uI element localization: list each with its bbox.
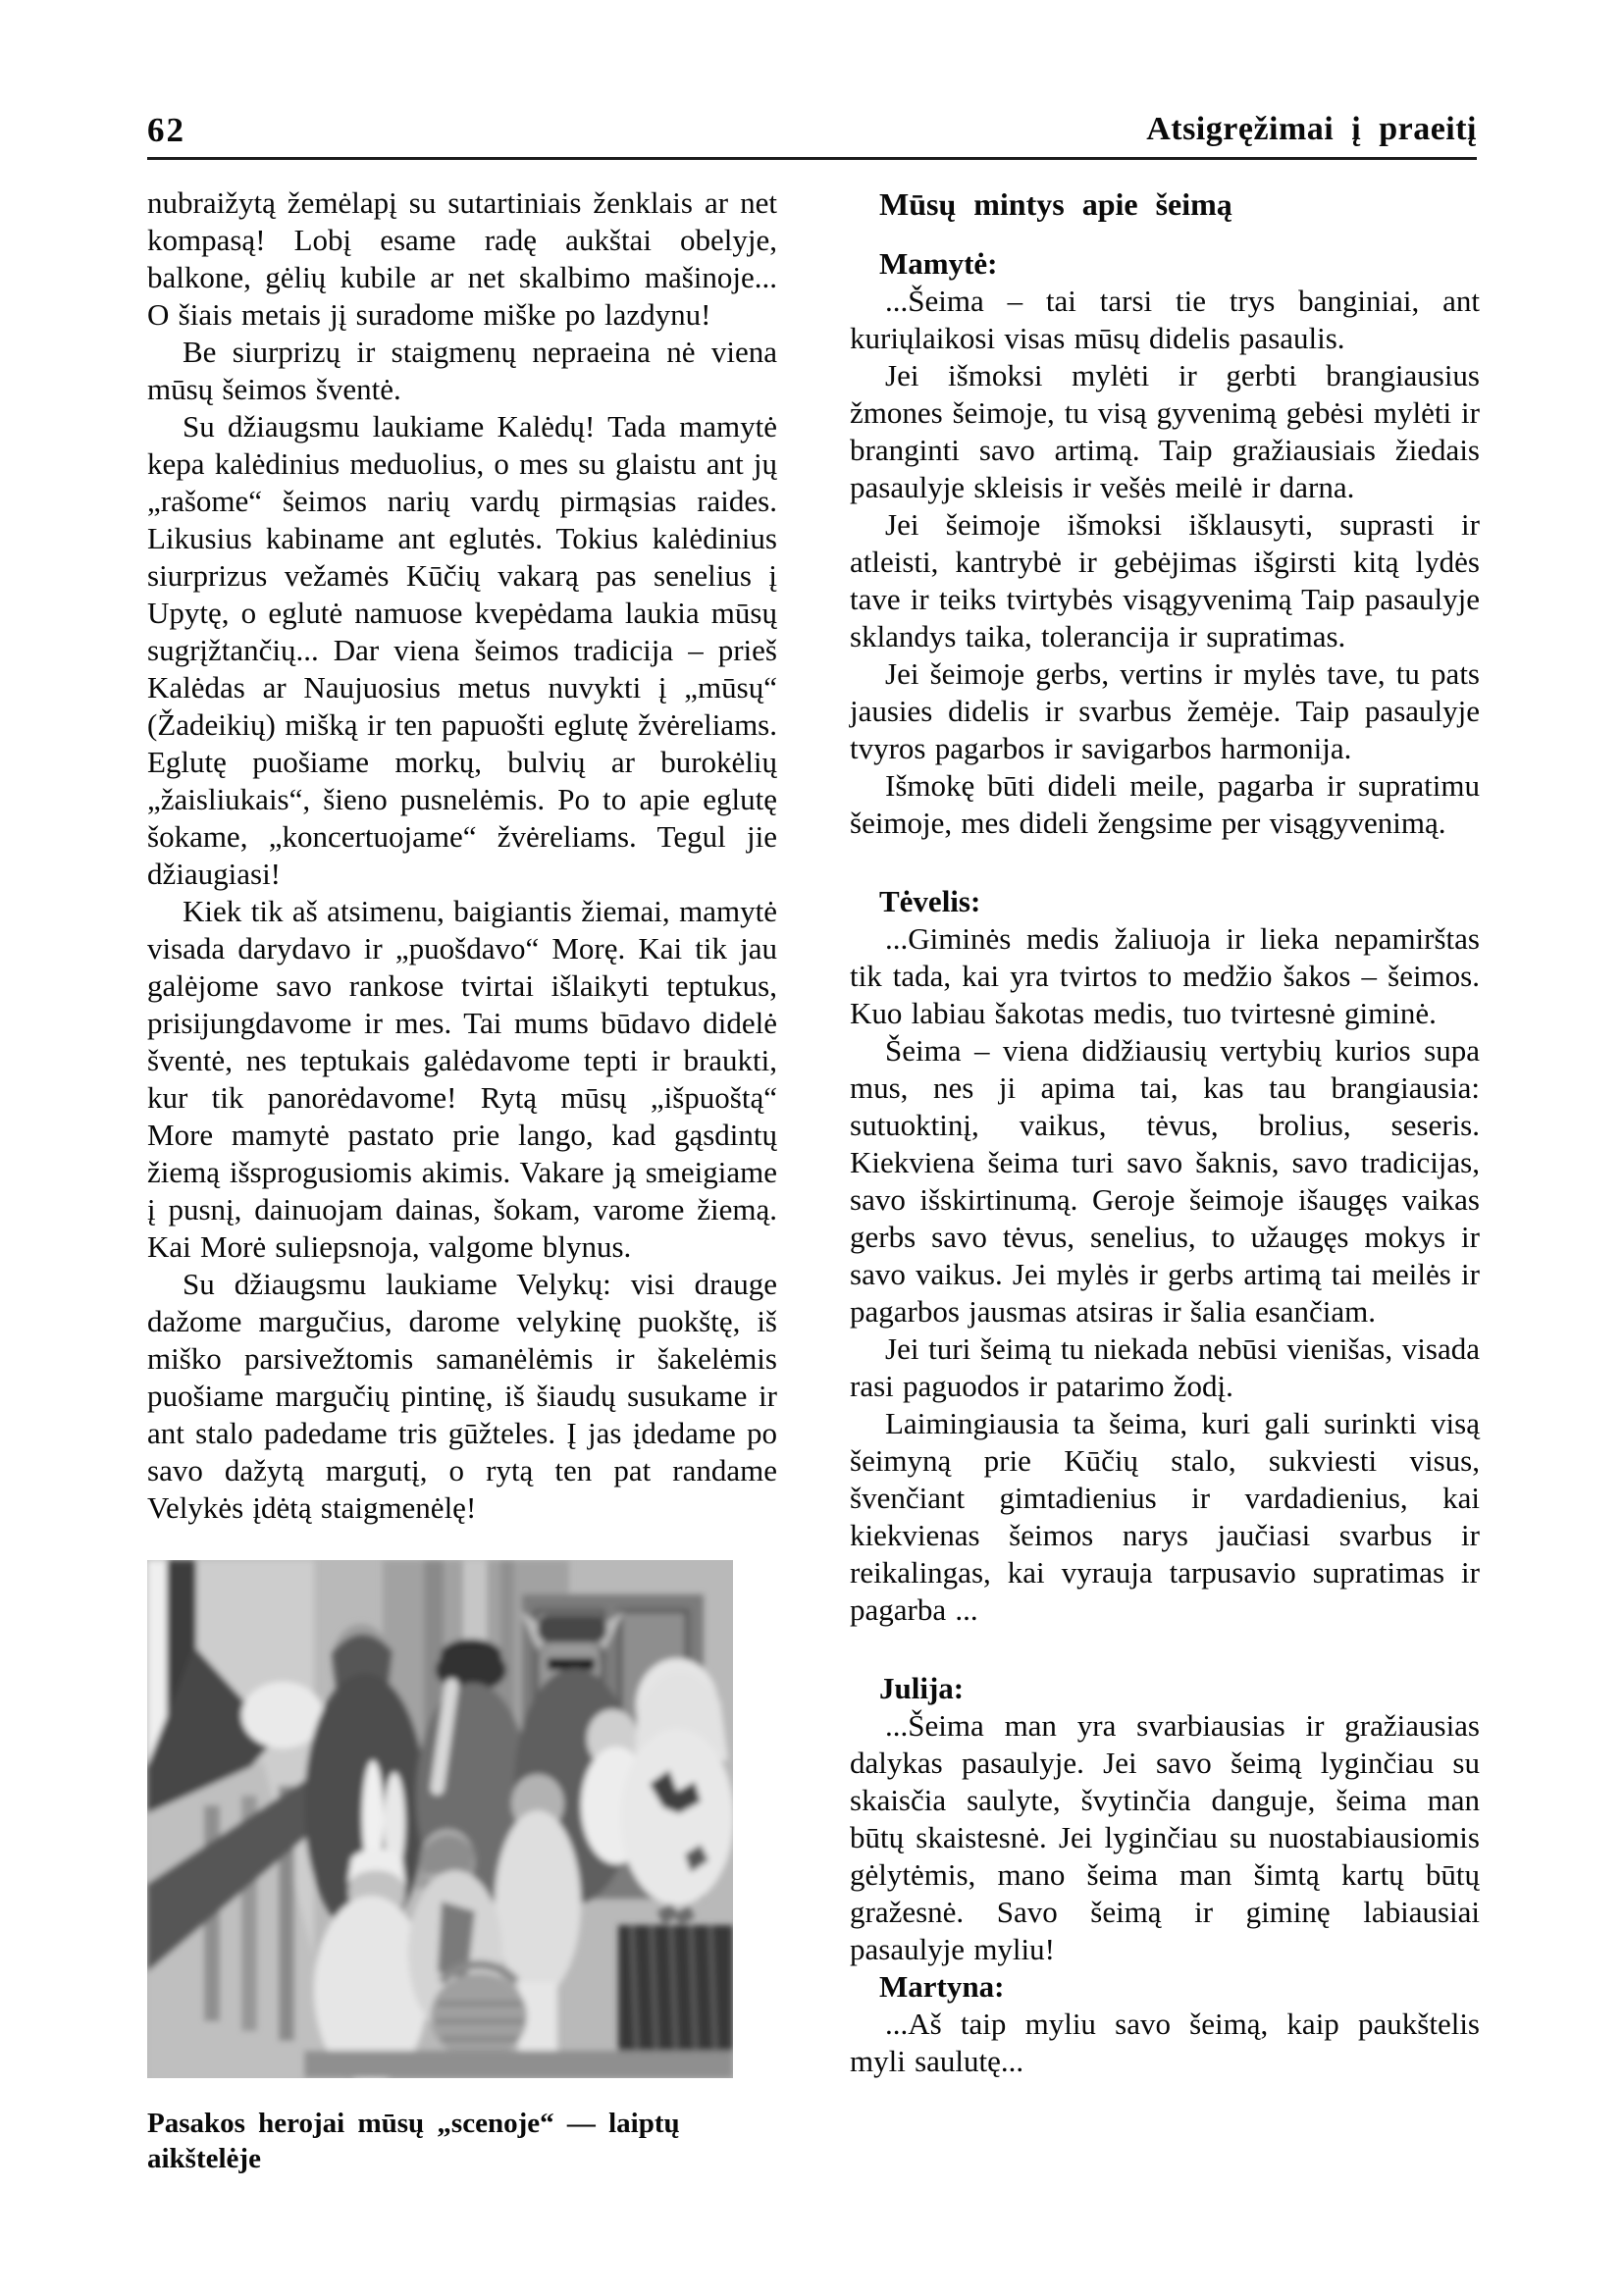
- header-rule: [147, 157, 1477, 160]
- paragraph: Be siurprizų ir staigmenų nepraeina nė viena mūsų šeimos šventė.: [147, 335, 777, 406]
- paragraph: Išmokę būti dideli meile, pagarba ir supratimu šeimoje, mes dideli žengsime per visągyvenimą.: [850, 768, 1480, 840]
- paragraph: Jei turi šeimą tu niekada nebūsi vienišas, visada rasi paguodos ir patarimo žodį.: [850, 1331, 1480, 1403]
- page-number: 62: [147, 111, 185, 149]
- paragraph: Kiek tik aš atsimenu, baigiantis žiemai, mamytė visada darydavo ir „puošdavo“ Morę. Kai tik jau galėjome savo rankose tvirtai išlaikyti teptukus, prisijungdavome ir mes. Tai mums būdavo didelė šventė, nes teptukais galėdavome tepti ir braukti, kur tik panorėdavome! Rytą mūsų „išpuoštą“ More mamytė pastato prie lango, kad gąsdintų žiemą išsprogusiomis akimis. Vakare ją smeigiame į pusnį, dainuojam dainas, šokam, varome žiemą. Kai Morė suliepsnoja, valgome blynus.: [147, 894, 777, 1264]
- paragraph: ...Šeima – tai tarsi tie trys banginiai, ant kuriųlaikosi visas mūsų didelis pasaulis.: [850, 284, 1480, 355]
- paragraph: ...Giminės medis žaliuoja ir lieka nepamirštas tik tada, kai yra tvirtos to medžio šakos – šeimos. Kuo labiau šakotas medis, tuo tvirtesnė giminė.: [850, 921, 1480, 1030]
- paragraph: nubraižytą žemėlapį su sutartiniais ženklais ar net kompasą! Lobį esame radę aukštai obelyje, balkone, gėlių kubile ar net skalbimo mašinoje... O šiais metais jį suradome miške po lazdynu!: [147, 185, 777, 332]
- paragraph: Su džiaugsmu laukiame Kalėdų! Tada mamytė kepa kalėdinius meduolius, o mes su glaistu ant jų „rašome“ šeimos narių vardų pirmąsias raides. Likusius kabiname ant eglutės. Tokius kalėdinius siurprizus vežamės Kūčių vakarą pas senelius į Upytę, o eglutė namuose kvepėdama laukia mūsų sugrįžtančių... Dar viena šeimos tradicija – prieš Kalėdas ar Naujuosius metus nuvykti į „mūsų“ (Žadeikių) mišką ir ten papuošti eglutę žvėreliams. Eglutę puošiame morkų, bulvių ar burokėlių „žaisliukais“, šieno pusnelėmis. Po to apie eglutę šokame, „koncertuojame“ žvėreliams. Tegul jie džiaugiasi!: [147, 409, 777, 891]
- paragraph: Šeima – viena didžiausių vertybių kurios supa mus, nes ji apima tai, kas tau brangiausia: sutuoktinį, vaikus, tėvus, brolius, seseris. Kiekviena šeima turi savo šaknis, savo tradicijas, savo išskirtinumą. Geroje šeimoje išaugęs vaikas gerbs savo tėvus, senelius, to užaugęs mokys ir savo vaikus. Jei mylės ir gerbs artimą tai meilės ir pagarbos jausmas atsiras ir šalia esančiam.: [850, 1033, 1480, 1329]
- paragraph: Jei šeimoje gerbs, vertins ir mylės tave, tu pats jausies didelis ir svarbus žemėje. Taip pasaulyje tvyros pagarbos ir savigarbos harmonija.: [850, 656, 1480, 765]
- section-title-mamyte: Mamytė:: [879, 246, 998, 281]
- family-photo: [147, 1560, 733, 2078]
- right-column: [850, 184, 1480, 2080]
- paragraph: ...Šeima man yra svarbiausias ir gražiausias dalykas pasaulyje. Jei savo šeimą lyginčiau su skaisčia saulyte, švytinčia danguje, šeima man būtų skaistesnė. Jei lyginčiau su nuostabiausiomis gėlytėmis, mano šeima man šimtą kartų būtų gražesnė. Savo šeimą ir giminę labiausiai pasaulyje myliu!: [850, 1708, 1480, 1966]
- paragraph: Laimingiausia ta šeima, kuri gali surinkti visą šeimyną prie Kūčių stalo, sukviesti visus, švenčiant gimtadienius ir vardadienius, kai kiekvienas šeimos narys jaučiasi svarbus ir reikalingas, kai vyrauja tarpusavio supratimas ir pagarba ...: [850, 1406, 1480, 1627]
- section-title-tevelis: Tėvelis:: [879, 884, 981, 918]
- figure: [147, 1560, 777, 2176]
- paragraph: Su džiaugsmu laukiame Velykų: visi drauge dažome margučius, darome velykinę puokštę, iš miško parsivežtomis samanėlėmis ir šakelėmis puošiame margučių pintinę, iš šiaudų susukame ir ant stalo padedame tris gūžteles. Į jas įdedame po savo dažytą margutį, o rytą ten pat randame Velykės įdėtą staigmenėlę!: [147, 1267, 777, 1525]
- running-header-title: Atsigręžimai į praeitį: [1146, 111, 1477, 147]
- paragraph: ...Aš taip myliu savo šeimą, kaip paukštelis myli saulutę...: [850, 2007, 1480, 2078]
- section-title-julija: Julija:: [879, 1671, 965, 1705]
- column-heading: Mūsų mintys apie šeimą: [879, 186, 1232, 222]
- paragraph: Jei išmoksi mylėti ir gerbti brangiausius žmones šeimoje, tu visą gyvenimą gebėsi mylėti ir branginti savo artimą. Taip gražiausiais žiedais pasaulyje skleisis ir vešės meilė ir darna.: [850, 358, 1480, 504]
- section-title-martyna: Martyna:: [879, 1969, 1005, 2004]
- photo-caption: Pasakos herojai mūsų „scenoje“ — laiptų aikštelėje: [147, 2108, 680, 2174]
- paragraph: Jei šeimoje išmoksi išklausyti, suprasti ir atleisti, kantrybė ir gebėjimas išgirsti kitą lydės tave ir teiks tvirtybės visągyvenimą Taip pasaulyje sklandys taika, tolerancija ir supratimas.: [850, 507, 1480, 653]
- left-column: [147, 184, 777, 2176]
